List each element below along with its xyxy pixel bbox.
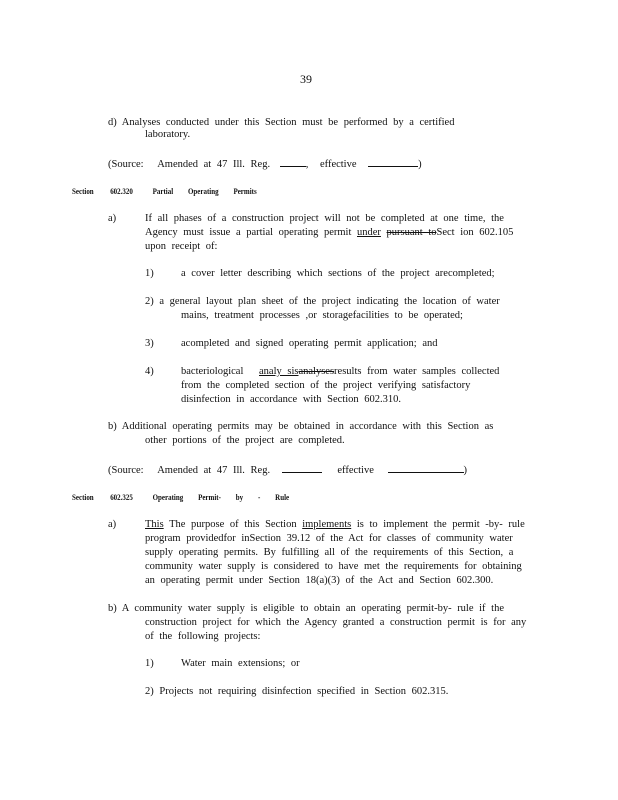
deleted-text-analyses: analyses — [298, 366, 335, 377]
inserted-text-analysis: analy sis — [259, 366, 299, 377]
deleted-text-pursuant-to: pursuant to — [386, 227, 437, 238]
b-325-line-3: of the following projects: — [145, 631, 261, 642]
a-line-2-pre: Agency must issue a partial operating permit — [145, 227, 352, 238]
item-3-marker: 3) — [145, 338, 154, 349]
a-line-3: upon receipt of: — [145, 241, 218, 252]
item-325-1-text: Water main extensions; or — [181, 658, 300, 669]
a-325-line-3: supply operating permits. By fulfilling all of the requirements of this Section, a — [145, 547, 514, 558]
item-325-1-marker: 1) — [145, 658, 154, 669]
source-lead: (Source: — [108, 465, 144, 476]
section-heading-602-320 — [72, 185, 257, 197]
source-note-1 — [108, 156, 422, 172]
item-4-post: results from water samples collected — [334, 366, 500, 377]
inserted-text-this: This — [145, 519, 164, 530]
item-4-line-1 — [181, 365, 499, 379]
effective-blank — [368, 156, 418, 167]
source-amended: Amended at 47 Ill. Reg. — [157, 465, 271, 476]
d-item-marker: d) — [108, 117, 117, 128]
item-325-2-text: 2) Projects not requiring disinfection specified in Section 602.315. — [145, 686, 449, 697]
a-325-line-1 — [145, 518, 525, 532]
page-number: 39 — [300, 72, 312, 86]
a-325-marker: a) — [108, 519, 117, 530]
source-lead: (Source: — [108, 159, 144, 170]
item-4-line-2: from the completed section of the project verifying satisfactory — [181, 380, 471, 391]
item-2-line-1: 2) a general layout plan sheet of the project indicating the location of water — [145, 296, 500, 307]
item-1-text: a cover letter describing which sections of the project arecompleted; — [181, 268, 495, 279]
a-325-line-5: an operating permit under Section 18(a)(3) of the Act and Section 602.300. — [145, 575, 494, 586]
source-close: ) — [463, 465, 468, 476]
section-number: 602.320 — [110, 186, 133, 196]
source-effective: effective — [319, 159, 357, 170]
b-line-1: b) Additional operating permits may be obtained in accordance with this Section as — [108, 421, 494, 432]
section-title: Operating Permit- by - Rule — [152, 492, 290, 502]
a-325-line-1-post: is to implement the permit -by- rule — [356, 519, 525, 530]
b-325-line-1: b) A community water supply is eligible to obtain an operating permit-by- rule if the — [108, 603, 505, 614]
section-heading-602-325 — [72, 491, 289, 503]
item-2-line-2: mains, treatment processes ,or storagefacilities to be operated; — [181, 310, 463, 321]
a-325-line-4: community water supply is considered to have met the requirements for obtaining — [145, 561, 522, 572]
section-title: Partial Operating Permits — [152, 186, 257, 196]
source-close: ) — [418, 159, 422, 170]
item-1-marker: 1) — [145, 268, 154, 279]
d-item-text: Analyses conducted under this Section must be performed by a certified — [121, 117, 455, 128]
item-4-marker: 4) — [145, 366, 154, 377]
a-325-line-1-mid: The purpose of this Section — [169, 519, 297, 530]
source-effective: effective — [337, 465, 374, 476]
source-amended: Amended at 47 Ill. Reg. — [157, 159, 271, 170]
a-line-1: If all phases of a construction project will not be completed at one time, the — [145, 213, 504, 224]
reg-blank — [282, 462, 322, 473]
b-325-line-2: construction project for which the Agency granted a construction permit is for any — [145, 617, 527, 628]
item-3-text: acompleted and signed operating permit application; and — [181, 338, 438, 349]
b-line-2: other portions of the project are completed. — [145, 435, 345, 446]
section-label: Section — [72, 186, 94, 196]
inserted-text-under: under — [357, 227, 381, 238]
d-item-line-2: laboratory. — [145, 129, 191, 140]
a-marker: a) — [108, 213, 117, 224]
effective-blank — [388, 462, 464, 473]
section-label: Section — [72, 492, 94, 502]
reg-blank — [280, 156, 306, 167]
item-4-line-3: disinfection in accordance with Section 602.310. — [181, 394, 401, 405]
inserted-text-implements: implements — [302, 519, 352, 530]
a-line-2 — [145, 226, 513, 240]
section-number: 602.325 — [110, 492, 133, 502]
item-4-pre: bacteriological — [181, 366, 244, 377]
source-note-2 — [108, 462, 467, 478]
a-line-2-post: Sect ion 602.105 — [436, 227, 514, 238]
a-325-line-2: program providedfor inSection 39.12 of the Act for classes of community water — [145, 533, 513, 544]
source-comma: , — [305, 159, 309, 170]
